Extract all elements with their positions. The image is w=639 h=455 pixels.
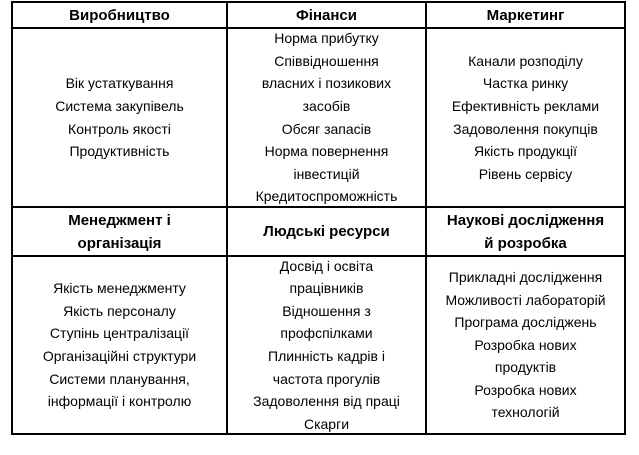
- factor-line: продуктів: [494, 359, 557, 376]
- factor-line: Системи планування,: [49, 370, 190, 387]
- factor-line: Виробництво: [69, 6, 170, 24]
- factor-line: організація: [77, 234, 162, 252]
- factor-line: Якість менеджменту: [53, 280, 186, 297]
- factor-line: Частка ринку: [482, 75, 569, 92]
- cell-finance: [228, 29, 425, 206]
- cell-marketing: [427, 29, 624, 206]
- factor-line: Обсяг запасів: [281, 120, 372, 137]
- factor-line: технологій: [491, 404, 560, 421]
- cell-management: [13, 257, 226, 433]
- factor-line: Розробка нових: [474, 381, 577, 398]
- factor-line: Наукові дослідження: [446, 211, 605, 229]
- factor-line: Продуктивність: [69, 143, 170, 160]
- factor-line: Система закупівель: [55, 97, 184, 114]
- factor-line: засобів: [302, 97, 351, 114]
- factor-line: Якість персоналу: [63, 302, 176, 319]
- factor-line: Прикладні дослідження: [448, 268, 603, 285]
- header-production-text: [69, 4, 170, 27]
- marketing-factors-list: [452, 50, 599, 186]
- factor-line: Вік устаткування: [65, 75, 174, 92]
- factor-line: Скарги: [303, 415, 350, 432]
- factor-line: Норма повернення: [264, 143, 389, 160]
- factor-line: Менеджмент і: [68, 211, 171, 229]
- factor-line: Розробка нових: [474, 336, 577, 353]
- factor-line: Рівень сервісу: [478, 165, 573, 182]
- header-finance-text: [296, 4, 357, 27]
- factor-line: Маркетинг: [486, 6, 565, 24]
- cell-production: [13, 29, 226, 206]
- factor-line: працівників: [289, 280, 364, 297]
- header-rnd: [427, 208, 624, 255]
- header-marketing-text: [487, 4, 565, 27]
- factor-line: Організаційні структури: [42, 348, 197, 364]
- header-finance: [228, 3, 425, 27]
- factors-table: [11, 1, 626, 435]
- factor-line: Задоволення від праці: [253, 393, 400, 410]
- factor-line: Плинність кадрів і: [268, 348, 385, 364]
- factor-line: частота прогулів: [272, 370, 381, 387]
- rnd-factors-list: [445, 266, 605, 424]
- factor-line: Кредитоспроможність: [255, 188, 398, 205]
- header-management: [13, 208, 226, 255]
- factor-line: Відношення з: [282, 302, 371, 319]
- factor-line: Канали розподілу: [468, 52, 583, 69]
- factor-line: Досвід і освіта: [279, 257, 374, 274]
- factor-line: Фінанси: [296, 6, 357, 24]
- factor-line: власних і позикових: [261, 75, 392, 92]
- factor-line: Контроль якості: [68, 120, 171, 137]
- factor-line: Задоволення покупців: [453, 120, 598, 137]
- hr-factors-list: [253, 255, 400, 436]
- header-production: [13, 3, 226, 27]
- header-marketing: [427, 3, 624, 27]
- cell-hr: [228, 257, 425, 433]
- production-factors-list: [55, 72, 184, 162]
- factor-line: Програма досліджень: [454, 314, 597, 331]
- factor-line: інформації і контролю: [47, 393, 192, 410]
- header-management-text: [68, 209, 171, 255]
- finance-factors-list: [256, 27, 398, 208]
- factor-line: інвестицій: [293, 165, 360, 182]
- factor-line: Норма прибутку: [274, 30, 379, 47]
- factor-line: профспілками: [280, 325, 373, 342]
- header-rnd-text: [447, 209, 604, 255]
- factor-line: Людські ресурси: [263, 223, 390, 240]
- management-factors-list: [43, 277, 196, 413]
- factor-line: Ступінь централізації: [49, 325, 190, 342]
- cell-rnd: [427, 257, 624, 433]
- factor-line: Якість продукції: [473, 143, 578, 160]
- factor-line: Співвідношення: [274, 52, 379, 69]
- header-hr-text: [263, 220, 389, 243]
- factor-line: Ефективність реклами: [451, 97, 600, 114]
- factor-line: й розробка: [484, 234, 567, 252]
- header-hr: [228, 208, 425, 255]
- factor-line: Можливості лабораторій: [445, 291, 606, 308]
